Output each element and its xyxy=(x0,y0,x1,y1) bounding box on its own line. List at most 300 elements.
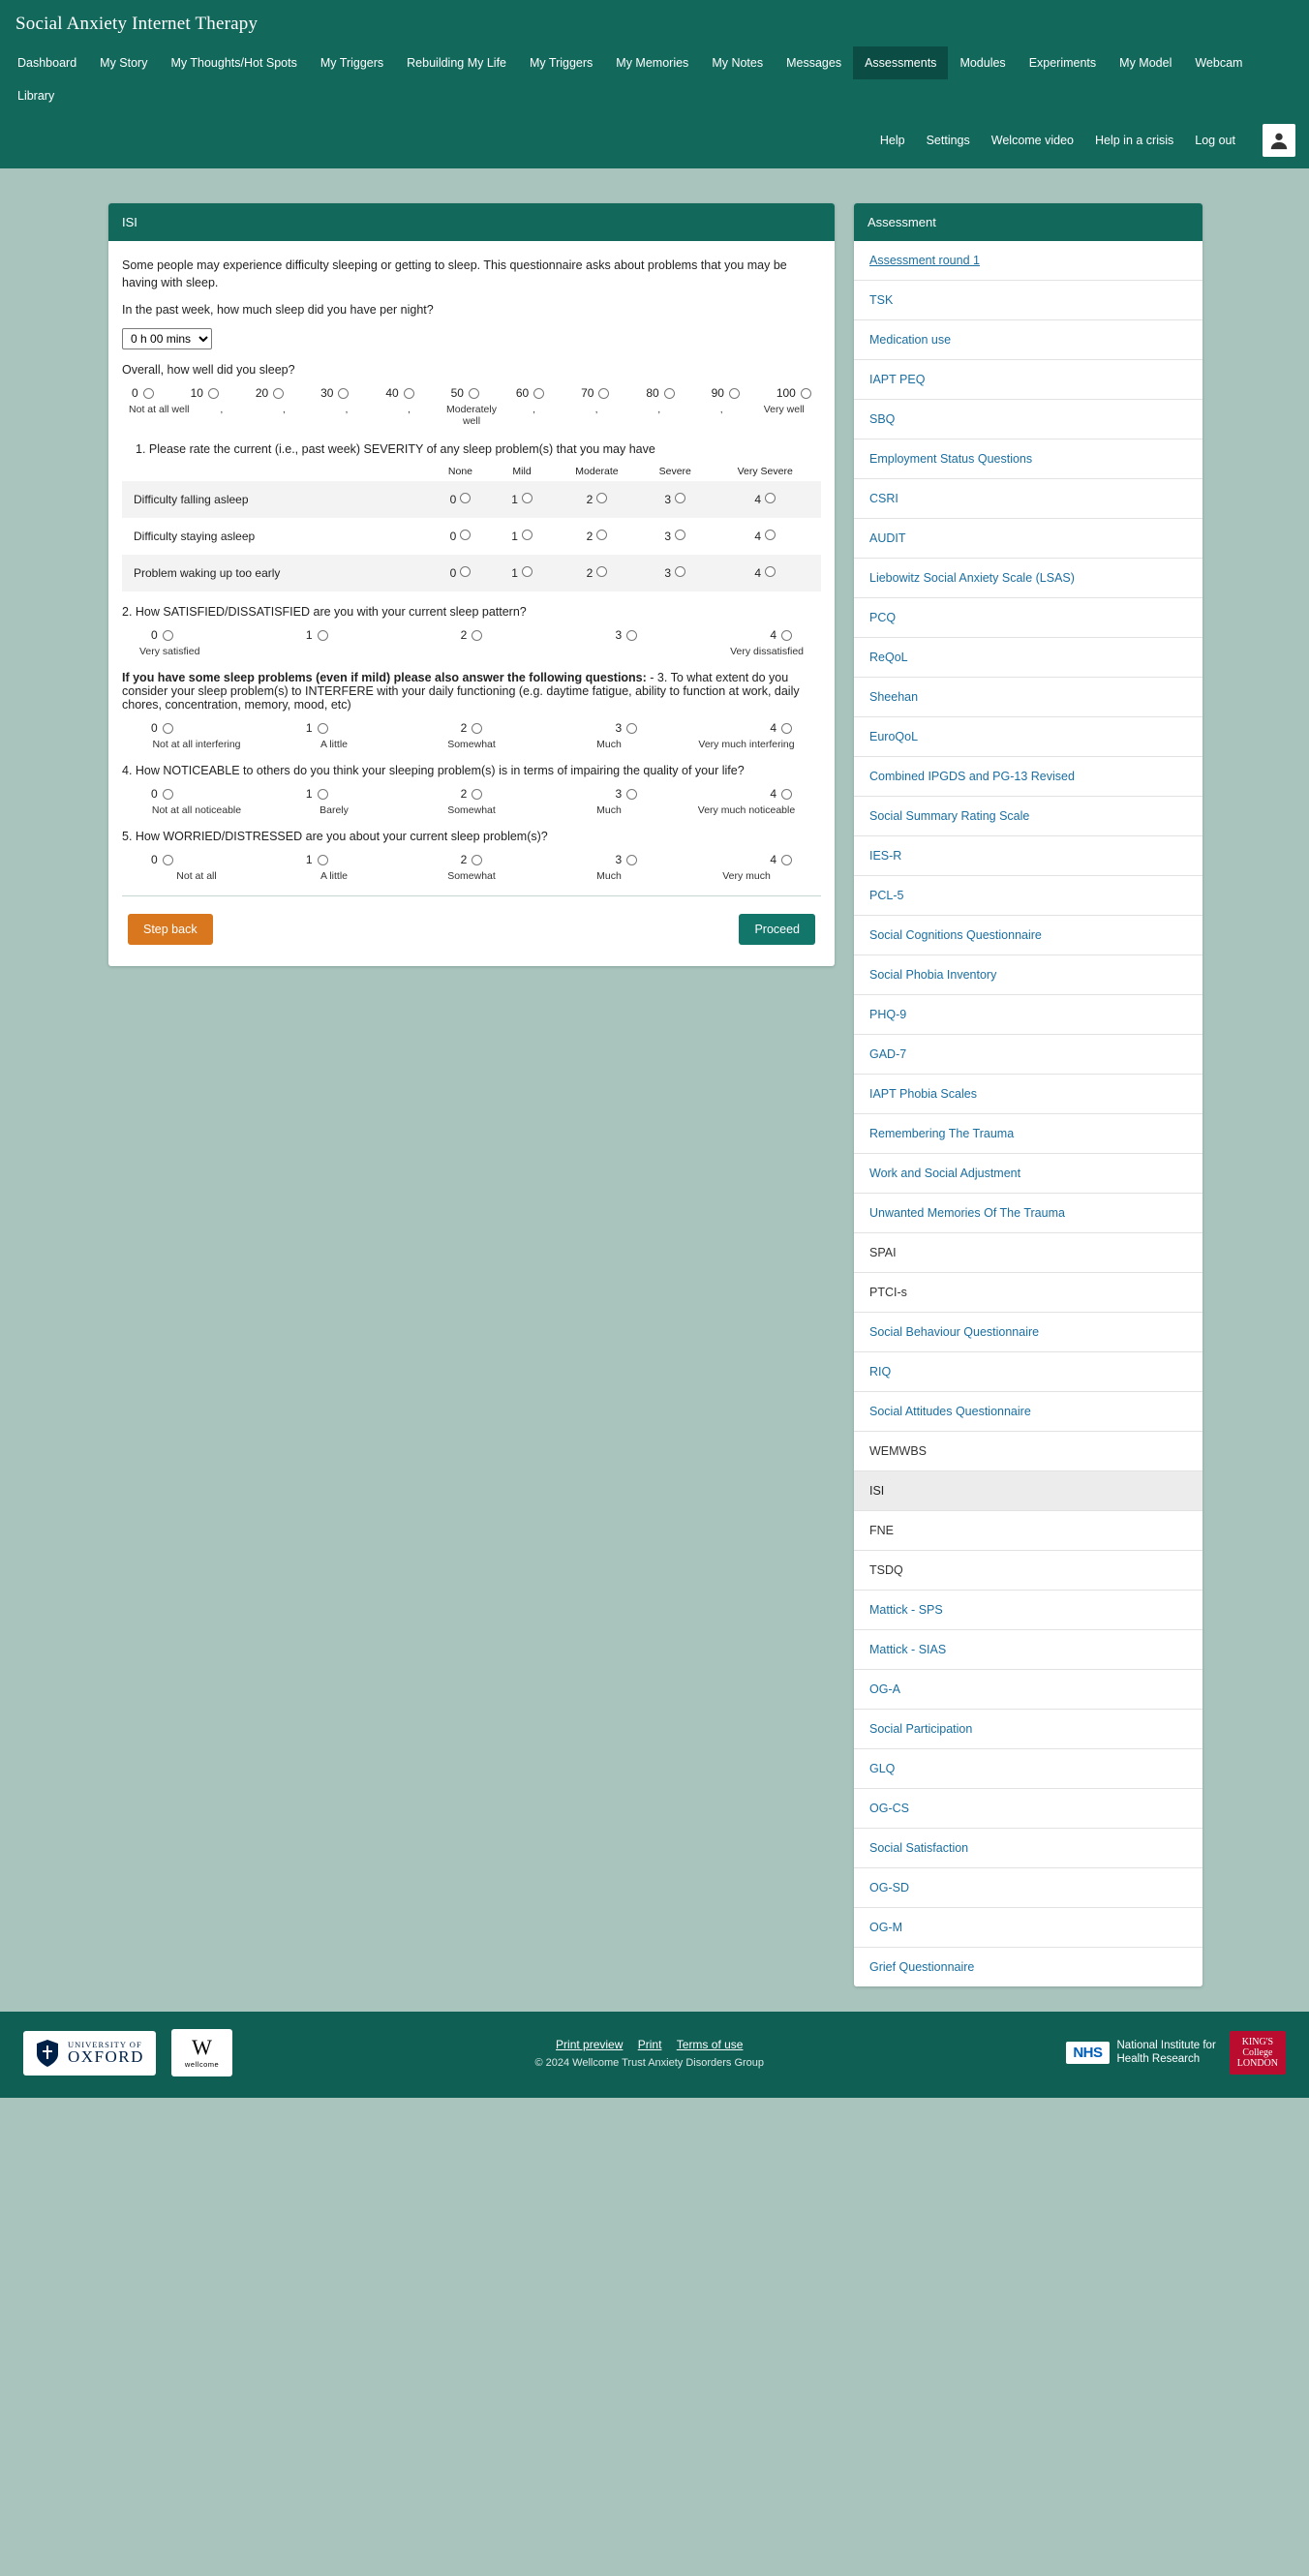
overall-value-80: 80 xyxy=(646,386,659,401)
nihr-line-1: National Institute for xyxy=(1116,2039,1216,2051)
question-2-title: 2. How SATISFIED/DISSATISFIED are you with your current sleep pattern? xyxy=(122,605,527,620)
overall-option-100[interactable] xyxy=(776,386,811,400)
table-row xyxy=(122,481,821,518)
severity-cell-0-2[interactable] xyxy=(553,481,641,518)
severity-value-1-3: 3 xyxy=(664,530,672,544)
overall-radio-10[interactable] xyxy=(208,388,219,399)
severity-radio-0-2[interactable] xyxy=(596,493,607,503)
severity-value-0-3: 3 xyxy=(664,493,672,507)
nav-item-my-thoughts-hot-spots[interactable]: My Thoughts/Hot Spots xyxy=(170,56,297,70)
question-2-scale xyxy=(122,628,821,642)
overall-radio-50[interactable] xyxy=(469,388,479,399)
nhs-badge: NHS xyxy=(1066,2042,1109,2064)
q3-anchor-1: A little xyxy=(320,739,348,751)
step-back-button[interactable]: Step back xyxy=(128,914,213,945)
assessment-item-unwanted-memories[interactable]: Unwanted Memories Of The Trauma xyxy=(854,1194,1202,1233)
severity-radio-0-0[interactable] xyxy=(460,493,471,503)
q3-value-0: 0 xyxy=(151,721,158,736)
assessment-item-pcl-5[interactable]: PCL-5 xyxy=(854,876,1202,916)
q2-option-2[interactable] xyxy=(461,628,483,642)
nav-item-library[interactable]: Library xyxy=(17,89,55,103)
q2-option-3[interactable] xyxy=(615,628,637,642)
q5-option-4[interactable] xyxy=(770,853,792,866)
q4-anchor-4: Very much noticeable xyxy=(697,804,796,817)
overall-anchor-8: , xyxy=(657,404,661,416)
q5-value-4: 4 xyxy=(770,853,776,867)
assessment-item-social-cognitions-questionnaire[interactable]: Social Cognitions Questionnaire xyxy=(854,916,1202,955)
oxford-logo-bottom: OXFORD xyxy=(68,2047,144,2067)
nav-item-dashboard[interactable]: Dashboard xyxy=(17,56,77,70)
question-3-scale xyxy=(122,721,821,735)
intro-text: Some people may experience difficulty sleeping or getting to sleep. This questionnaire asks about problems that you may be having with sleep. xyxy=(122,258,787,290)
nav-item-messages[interactable]: Messages xyxy=(786,56,842,70)
q3-radio-1[interactable] xyxy=(318,723,328,734)
q3-option-4[interactable] xyxy=(770,721,792,735)
severity-value-1-4: 4 xyxy=(754,530,762,544)
severity-value-0-4: 4 xyxy=(754,493,762,507)
assessment-column xyxy=(854,203,1202,1986)
q3-radio-4[interactable] xyxy=(781,723,792,734)
severity-value-2-2: 2 xyxy=(586,566,594,581)
overall-radio-100[interactable] xyxy=(801,388,811,399)
assessment-item-social-summary-rating-scale[interactable]: Social Summary Rating Scale xyxy=(854,797,1202,836)
severity-cell-2-3[interactable] xyxy=(641,555,709,591)
question-3-anchors xyxy=(122,735,821,750)
kcl-line-2: College xyxy=(1242,2047,1273,2058)
assessment-item-sbq[interactable]: SBQ xyxy=(854,400,1202,439)
sleep-duration-select[interactable] xyxy=(122,328,212,349)
assessment-item-ies-r[interactable]: IES-R xyxy=(854,836,1202,876)
overall-radio-60[interactable] xyxy=(533,388,544,399)
nihr-logo xyxy=(1066,2040,1215,2067)
assessment-item-tsk[interactable]: TSK xyxy=(854,281,1202,320)
overall-value-30: 30 xyxy=(320,386,334,401)
footer-right-logos xyxy=(1066,2031,1286,2075)
q3-anchor-4: Very much interfering xyxy=(698,739,795,751)
overall-anchor-4: , xyxy=(408,404,411,416)
isi-card-body xyxy=(108,241,835,966)
severity-table xyxy=(122,462,821,591)
overall-option-50[interactable] xyxy=(451,386,479,400)
severity-value-2-0: 0 xyxy=(449,566,457,581)
kcl-line-1: KING'S xyxy=(1241,2037,1274,2047)
overall-value-70: 70 xyxy=(581,386,594,401)
kings-college-london-logo xyxy=(1230,2031,1286,2075)
q5-value-1: 1 xyxy=(305,853,313,867)
overall-option-30[interactable] xyxy=(320,386,349,400)
assessment-item-iapt-peq[interactable]: IAPT PEQ xyxy=(854,360,1202,400)
severity-radio-0-1[interactable] xyxy=(522,493,533,503)
overall-radio-70[interactable] xyxy=(598,388,609,399)
q2-radio-3[interactable] xyxy=(626,630,637,641)
question-3-body: - 3. To what extent do you consider your sleep problem(s) to INTERFERE with your daily functioning (e.g. daytime fatigue, ability to function at work, daily chores, concentration, memory, mood, etc) xyxy=(122,671,800,712)
severity-value-2-3: 3 xyxy=(664,566,672,581)
assessment-item-pcq[interactable]: PCQ xyxy=(854,598,1202,638)
utility-settings[interactable]: Settings xyxy=(926,134,970,147)
severity-value-1-1: 1 xyxy=(511,530,518,544)
utility-nav xyxy=(0,112,1309,168)
q3-anchor-2: Somewhat xyxy=(447,739,496,751)
assessment-item-phq-9[interactable]: PHQ-9 xyxy=(854,995,1202,1035)
assessment-card-title: Assessment xyxy=(854,203,1202,241)
q3-value-3: 3 xyxy=(615,721,623,736)
overall-sleep-question: Overall, how well did you sleep? xyxy=(122,363,295,378)
assessment-item-social-satisfaction[interactable]: Social Satisfaction xyxy=(854,1829,1202,1868)
overall-value-10: 10 xyxy=(190,386,203,401)
questionnaire-column xyxy=(108,203,835,966)
assessment-item-iapt-phobia-scales[interactable]: IAPT Phobia Scales xyxy=(854,1075,1202,1114)
question-4-scale xyxy=(122,787,821,801)
overall-option-60[interactable] xyxy=(516,386,544,400)
q5-option-2[interactable] xyxy=(461,853,483,866)
overall-option-20[interactable] xyxy=(256,386,284,400)
nav-item-modules[interactable]: Modules xyxy=(959,56,1006,70)
q4-value-2: 2 xyxy=(460,787,468,802)
terms-of-use-link[interactable]: Terms of use xyxy=(676,2037,744,2051)
severity-header-none: None xyxy=(447,466,473,478)
q4-value-0: 0 xyxy=(151,787,158,802)
assessment-item-grief-questionnaire[interactable]: Grief Questionnaire xyxy=(869,1960,975,1974)
severity-radio-1-1[interactable] xyxy=(522,530,533,540)
question-4-anchors xyxy=(122,801,821,816)
question-3-prefix: If you have some sleep problems (even if mild) please also answer the following questions: xyxy=(122,671,647,685)
q2-value-1: 1 xyxy=(305,628,313,643)
q4-option-2[interactable] xyxy=(461,787,483,801)
footer-left-logos xyxy=(23,2029,232,2076)
q2-value-0: 0 xyxy=(151,628,158,643)
q4-anchor-1: Barely xyxy=(320,804,349,817)
overall-anchor-2: , xyxy=(282,404,286,416)
severity-header-row xyxy=(122,462,821,481)
severity-radio-1-0[interactable] xyxy=(460,530,471,540)
q5-anchor-3: Much xyxy=(596,870,622,883)
severity-cell-1-3[interactable] xyxy=(641,518,709,555)
footer-links xyxy=(252,2038,1047,2069)
nav-item-experiments[interactable]: Experiments xyxy=(1028,56,1097,70)
severity-radio-2-2[interactable] xyxy=(596,566,607,577)
overall-sleep-anchors xyxy=(122,400,821,427)
wellcome-logo xyxy=(171,2029,232,2076)
oxford-crest-icon xyxy=(35,2039,60,2068)
oxford-logo xyxy=(23,2031,156,2076)
nav-item-my-model[interactable]: My Model xyxy=(1119,56,1172,70)
overall-anchor-9: , xyxy=(719,404,723,416)
overall-anchor-5: Moderately well xyxy=(446,404,497,428)
q2-anchor-left: Very satisfied xyxy=(139,646,200,658)
overall-option-10[interactable] xyxy=(191,386,219,400)
q4-anchor-3: Much xyxy=(596,804,622,817)
q3-option-1[interactable] xyxy=(306,721,328,735)
assessment-item-employment-status-questions[interactable]: Employment Status Questions xyxy=(854,439,1202,479)
q4-option-0[interactable] xyxy=(151,787,173,801)
isi-card-title: ISI xyxy=(108,203,835,241)
q2-radio-1[interactable] xyxy=(318,630,328,641)
question-4-title: 4. How NOTICEABLE to others do you think your sleeping problem(s) is in terms of impairing the quality of your life? xyxy=(122,764,745,778)
q5-anchor-2: Somewhat xyxy=(447,870,496,883)
severity-item-1: Difficulty staying asleep xyxy=(134,530,256,544)
severity-cell-0-3[interactable] xyxy=(641,481,709,518)
assessment-item-glq[interactable]: GLQ xyxy=(854,1749,1202,1789)
nihr-line-2: Health Research xyxy=(1116,2052,1201,2065)
assessment-item-euroqol[interactable]: EuroQoL xyxy=(854,717,1202,757)
print-preview-link[interactable]: Print preview xyxy=(556,2037,624,2051)
severity-header-severe: Severe xyxy=(658,466,691,478)
severity-header-very-severe: Very Severe xyxy=(737,466,793,478)
assessment-item-remembering-the-trauma[interactable]: Remembering The Trauma xyxy=(854,1114,1202,1154)
severity-cell-0-1[interactable] xyxy=(491,481,553,518)
top-navigation-bar xyxy=(0,0,1309,168)
severity-cell-1-1[interactable] xyxy=(491,518,553,555)
main-nav xyxy=(0,46,1309,79)
kcl-line-3: LONDON xyxy=(1236,2058,1278,2069)
assessment-item-mattick-sps[interactable]: Mattick - SPS xyxy=(854,1591,1202,1630)
user-icon xyxy=(1268,130,1290,151)
overall-sleep-scale xyxy=(122,386,821,400)
severity-cell-1-0[interactable] xyxy=(430,518,492,555)
q5-option-3[interactable] xyxy=(615,853,637,866)
assessment-item-combined-ipgds-pg13[interactable]: Combined IPGDS and PG-13 Revised xyxy=(854,757,1202,797)
overall-anchor-10: Very well xyxy=(763,404,805,416)
question-5-anchors xyxy=(122,866,821,882)
overall-option-90[interactable] xyxy=(712,386,740,400)
overall-value-100: 100 xyxy=(776,386,796,401)
severity-radio-1-2[interactable] xyxy=(596,530,607,540)
overall-anchor-0: Not at all well xyxy=(129,404,190,416)
overall-option-70[interactable] xyxy=(581,386,609,400)
severity-radio-2-4[interactable] xyxy=(765,566,776,577)
q2-radio-0[interactable] xyxy=(163,630,173,641)
assessment-item-og-m[interactable]: OG-M xyxy=(854,1908,1202,1948)
overall-value-20: 20 xyxy=(255,386,269,401)
utility-help-in-a-crisis[interactable]: Help in a crisis xyxy=(1095,134,1174,147)
proceed-button[interactable]: Proceed xyxy=(739,914,815,945)
q3-value-2: 2 xyxy=(460,721,468,736)
print-link[interactable]: Print xyxy=(637,2037,662,2051)
assessment-item-reqol[interactable]: ReQoL xyxy=(854,638,1202,678)
q5-radio-2[interactable] xyxy=(472,855,482,865)
assessment-item-medication-use[interactable]: Medication use xyxy=(854,320,1202,360)
q2-value-2: 2 xyxy=(460,628,468,643)
table-row xyxy=(122,555,821,591)
q4-radio-2[interactable] xyxy=(472,789,482,800)
q2-radio-2[interactable] xyxy=(472,630,482,641)
assessment-item-og-cs[interactable]: OG-CS xyxy=(854,1789,1202,1829)
copyright-text: © 2024 Wellcome Trust Anxiety Disorders Group xyxy=(534,2056,765,2069)
q3-value-1: 1 xyxy=(305,721,313,736)
overall-anchor-3: , xyxy=(345,404,349,416)
assessment-item-fne[interactable]: FNE xyxy=(854,1511,1202,1551)
q5-option-0[interactable] xyxy=(151,853,173,866)
severity-radio-1-3[interactable] xyxy=(675,530,685,540)
severity-cell-2-0[interactable] xyxy=(430,555,492,591)
nav-item-webcam[interactable]: Webcam xyxy=(1195,56,1243,70)
nav-item-my-notes[interactable]: My Notes xyxy=(712,56,764,70)
severity-radio-0-4[interactable] xyxy=(765,493,776,503)
q3-anchor-3: Much xyxy=(596,739,622,751)
question-5-scale xyxy=(122,853,821,866)
overall-radio-80[interactable] xyxy=(664,388,675,399)
assessment-item-ptci-s[interactable]: PTCI-s xyxy=(854,1273,1202,1313)
severity-value-0-0: 0 xyxy=(449,493,457,507)
q4-value-1: 1 xyxy=(305,787,313,802)
severity-header-moderate: Moderate xyxy=(575,466,619,478)
isi-card xyxy=(108,203,835,966)
overall-option-0[interactable] xyxy=(132,386,154,400)
severity-radio-1-4[interactable] xyxy=(765,530,776,540)
utility-log-out[interactable]: Log out xyxy=(1195,134,1235,147)
overall-anchor-1: , xyxy=(220,404,224,416)
divider xyxy=(122,895,821,896)
q3-option-3[interactable] xyxy=(615,721,637,735)
overall-value-0: 0 xyxy=(132,386,138,401)
q4-option-4[interactable] xyxy=(770,787,792,801)
assessment-item-riq[interactable]: RIQ xyxy=(854,1352,1202,1392)
form-actions xyxy=(122,914,821,945)
assessment-list xyxy=(854,241,1202,1986)
q2-radio-4[interactable] xyxy=(781,630,792,641)
overall-radio-30[interactable] xyxy=(338,388,349,399)
q4-radio-4[interactable] xyxy=(781,789,792,800)
q5-radio-1[interactable] xyxy=(318,855,328,865)
overall-value-40: 40 xyxy=(385,386,399,401)
q4-radio-3[interactable] xyxy=(626,789,637,800)
overall-option-80[interactable] xyxy=(646,386,674,400)
q5-anchor-4: Very much xyxy=(722,870,771,883)
overall-radio-20[interactable] xyxy=(273,388,284,399)
assessment-item-isi[interactable]: ISI xyxy=(854,1471,1202,1511)
severity-item-0: Difficulty falling asleep xyxy=(134,493,249,507)
severity-value-0-1: 1 xyxy=(511,493,518,507)
assessment-round-link[interactable]: Assessment round 1 xyxy=(854,241,1202,281)
assessment-item-social-attitudes-questionnaire[interactable]: Social Attitudes Questionnaire xyxy=(854,1392,1202,1432)
q2-option-0[interactable] xyxy=(151,628,173,642)
nav-item-my-triggers[interactable]: My Triggers xyxy=(320,56,384,70)
q5-value-2: 2 xyxy=(460,853,468,867)
q5-anchor-0: Not at all xyxy=(176,870,217,883)
q5-option-1[interactable] xyxy=(306,853,328,866)
assessment-card xyxy=(854,203,1202,1986)
overall-radio-40[interactable] xyxy=(404,388,414,399)
overall-radio-90[interactable] xyxy=(729,388,740,399)
assessment-item-audit[interactable]: AUDIT xyxy=(854,519,1202,559)
assessment-item-work-and-social-adjustment[interactable]: Work and Social Adjustment xyxy=(854,1154,1202,1194)
q2-option-1[interactable] xyxy=(306,628,328,642)
nav-item-assessments[interactable]: Assessments xyxy=(853,46,948,79)
severity-radio-2-1[interactable] xyxy=(522,566,533,577)
q5-value-0: 0 xyxy=(151,853,158,867)
page-footer xyxy=(0,2012,1309,2098)
assessment-item-gad-7[interactable]: GAD-7 xyxy=(854,1035,1202,1075)
severity-radio-2-0[interactable] xyxy=(460,566,471,577)
oxford-logo-text xyxy=(68,2041,144,2066)
severity-cell-0-4[interactable] xyxy=(709,481,821,518)
q4-option-1[interactable] xyxy=(306,787,328,801)
q2-option-4[interactable] xyxy=(770,628,792,642)
q4-value-3: 3 xyxy=(615,787,623,802)
q3-option-2[interactable] xyxy=(461,721,483,735)
severity-value-2-1: 1 xyxy=(511,566,518,581)
assessment-item-og-a[interactable]: OG-A xyxy=(854,1670,1202,1710)
overall-anchor-6: , xyxy=(533,404,536,416)
utility-welcome-video[interactable]: Welcome video xyxy=(990,134,1074,147)
severity-cell-2-2[interactable] xyxy=(553,555,641,591)
severity-item-2: Problem waking up too early xyxy=(134,566,281,581)
q3-option-0[interactable] xyxy=(151,721,173,735)
table-row xyxy=(122,518,821,555)
q2-value-4: 4 xyxy=(770,628,776,643)
assessment-item-spai[interactable]: SPAI xyxy=(854,1233,1202,1273)
overall-value-90: 90 xyxy=(711,386,724,401)
severity-cell-2-1[interactable] xyxy=(491,555,553,591)
oxford-logo-top: UNIVERSITY OF xyxy=(68,2039,142,2049)
q3-radio-3[interactable] xyxy=(626,723,637,734)
severity-cell-1-2[interactable] xyxy=(553,518,641,555)
question-1-title: 1. Please rate the current (i.e., past week) SEVERITY of any sleep problem(s) that you may have xyxy=(136,442,655,457)
severity-value-2-4: 4 xyxy=(754,566,762,581)
assessment-item-lsas[interactable]: Liebowitz Social Anxiety Scale (LSAS) xyxy=(854,559,1202,598)
nav-item-my-memories[interactable]: My Memories xyxy=(616,56,689,70)
wellcome-mark: W xyxy=(192,2035,212,2059)
q5-radio-3[interactable] xyxy=(626,855,637,865)
assessment-item-og-sd[interactable]: OG-SD xyxy=(854,1868,1202,1908)
q5-radio-0[interactable] xyxy=(163,855,173,865)
assessment-item-mattick-sias[interactable]: Mattick - SIAS xyxy=(854,1630,1202,1670)
q4-anchor-0: Not at all noticeable xyxy=(151,804,242,817)
main-nav-row-2 xyxy=(0,79,1309,112)
overall-value-50: 50 xyxy=(450,386,464,401)
assessment-item-wemwbs[interactable]: WEMWBS xyxy=(854,1432,1202,1471)
severity-value-1-0: 0 xyxy=(449,530,457,544)
q3-anchor-0: Not at all interfering xyxy=(152,739,241,751)
severity-value-1-2: 2 xyxy=(586,530,594,544)
severity-radio-2-3[interactable] xyxy=(675,566,685,577)
nihr-logo-text xyxy=(1117,2040,1216,2067)
page-content xyxy=(0,168,1309,1986)
q3-radio-2[interactable] xyxy=(472,723,482,734)
q5-radio-4[interactable] xyxy=(781,855,792,865)
assessment-item-tsdq[interactable]: TSDQ xyxy=(854,1551,1202,1591)
overall-option-40[interactable] xyxy=(385,386,413,400)
question-5-title: 5. How WORRIED/DISTRESSED are you about your current sleep problem(s)? xyxy=(122,830,548,844)
assessment-item-csri[interactable]: CSRI xyxy=(854,479,1202,519)
nav-item-rebuilding-my-life[interactable]: Rebuilding My Life xyxy=(407,56,506,70)
q3-radio-0[interactable] xyxy=(163,723,173,734)
overall-radio-0[interactable] xyxy=(143,388,154,399)
assessment-item-sheehan[interactable]: Sheehan xyxy=(854,678,1202,717)
q4-radio-0[interactable] xyxy=(163,789,173,800)
sleep-amount-question: In the past week, how much sleep did you have per night? xyxy=(122,303,434,318)
utility-help[interactable]: Help xyxy=(879,134,905,147)
q2-anchor-right: Very dissatisfied xyxy=(730,646,804,658)
q4-option-3[interactable] xyxy=(615,787,637,801)
assessment-item-social-behaviour-questionnaire[interactable]: Social Behaviour Questionnaire xyxy=(854,1313,1202,1352)
assessment-item-social-participation[interactable]: Social Participation xyxy=(854,1710,1202,1749)
severity-radio-0-3[interactable] xyxy=(675,493,685,503)
nav-item-my-triggers-2[interactable]: My Triggers xyxy=(530,56,594,70)
severity-cell-1-4[interactable] xyxy=(709,518,821,555)
assessment-item-social-phobia-inventory[interactable]: Social Phobia Inventory xyxy=(854,955,1202,995)
q4-radio-1[interactable] xyxy=(318,789,328,800)
app-title: Social Anxiety Internet Therapy xyxy=(15,14,259,34)
avatar[interactable] xyxy=(1263,124,1295,157)
severity-cell-0-0[interactable] xyxy=(430,481,492,518)
question-3-title xyxy=(122,671,821,712)
severity-cell-2-4[interactable] xyxy=(709,555,821,591)
nav-item-my-story[interactable]: My Story xyxy=(100,56,148,70)
q5-value-3: 3 xyxy=(615,853,623,867)
q4-anchor-2: Somewhat xyxy=(447,804,496,817)
q3-value-4: 4 xyxy=(770,721,776,736)
